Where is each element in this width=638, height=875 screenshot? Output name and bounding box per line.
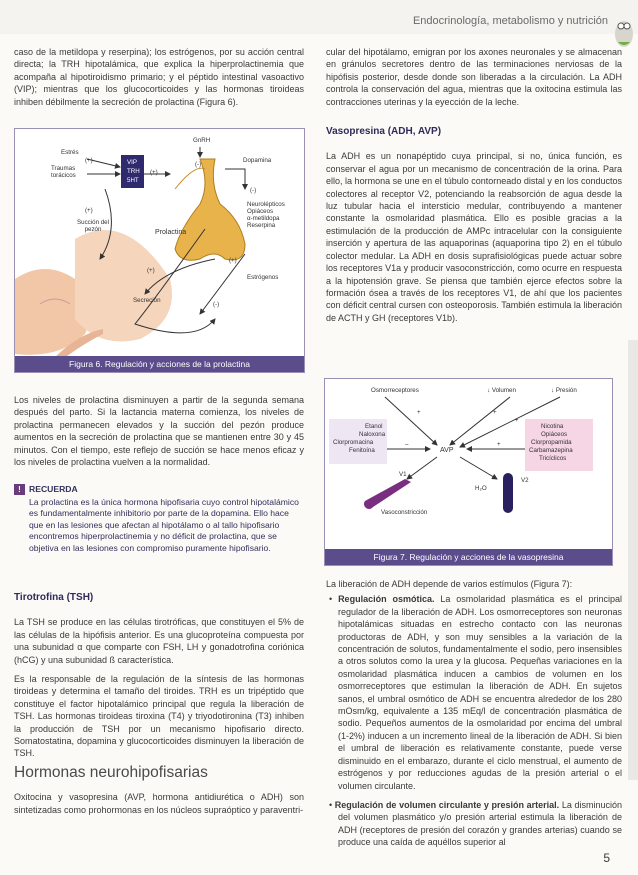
label-etanol: Etanol	[365, 423, 383, 430]
label-secrecion: Secreción	[133, 297, 161, 304]
label-minus: (-)	[250, 187, 257, 194]
vasopressin-diagram	[325, 379, 612, 549]
bullet-text: La osmolaridad plasmática es el principal regulador de la liberación de ADH. Los osmorreceptores son neuronas hipotalámicas situadas en estrecho contacto con las neuronas productoras de ADH, y son muy sensibles a la variación de la concentración de solutos, fundamentalmente el sodio, pero insensibles a otros solutos como la urea y la glucosa. Pequeñas variaciones en la osmolaridad plasmática inducen a cambios de volumen en los osmorreceptores que estimulan la liberación de ADH. En sujetos sanos, el umbral osmótico de ADH se encuentra alrededor de los 280 mOsm/kg, equivalente a 135 mEq/l de concentración plasmática de sodio. Pequeños aumentos de la osmolaridad por encima del umbral (1-2%) inducen a un incremento lineal de la liberación de ADH. Si bien el umbral de liberación es relativamente constante, puede verse disminuido en el embarazo, durante el ciclo menstrual, el aumento de estrógenos y por reducciones agudas de la presión arterial o el volumen circulante.	[338, 594, 622, 791]
label-plus: (+)	[85, 157, 93, 164]
label-opiaceos: Opiáceos	[247, 208, 274, 215]
label-plus: +	[493, 409, 497, 416]
label-plus: +	[497, 441, 501, 448]
tubule-shape	[503, 473, 513, 513]
label-clorpromacina: Clorpromacina	[333, 439, 374, 446]
label-naloxona: Naloxona	[359, 431, 386, 438]
label-volumen: ↓ Volumen	[487, 387, 516, 394]
figure-7-caption: Figura 7. Regulación y acciones de la vasopresina	[325, 549, 612, 565]
label-reserpina: Reserpina	[247, 222, 276, 229]
label-clorpropamida: Clorpropamida	[531, 439, 572, 446]
label-succion: Succión del pezón	[77, 219, 109, 233]
label-minus: –	[405, 441, 409, 448]
paragraph: La liberación de ADH depende de varios estímulos (Figura 7):	[326, 579, 573, 589]
figure-7	[324, 378, 613, 566]
label-opiaceos: Opiáceos	[541, 431, 568, 438]
paragraph: La ADH es un nonapéptido cuya principal, si no, única función, es conservar el agua por un mecanismo de concentración de la orina. Para ello, la hormona se une en el túbulo contorneado distal y en los conductos colectores al receptor V2, potenciando la reabsorción de agua desde la luz tubular hacia el intersticio medular, contribuyendo a mantener constante la osmolaridad plasmática. Ello es posible gracias a la estimulación de la producción de AMPc intracelular con la consiguiente inserción y apertura de las aquaporinas (aquaporina tipo 2) en el túbulo colector medular. La ADH en dosis suprafisiológicas puede actuar sobre los receptores V1a y producir vasoconstricción, como ocurre en respuesta a la hipotensión grave. Se piensa que también ejerce efectos sobre la formación ósea a través de los receptores V1, de ahí que los pacientes con déficit central cursen con osteoporosis. También estimula la liberación de ACTH y GH (receptores V1b).	[326, 151, 622, 323]
info-icon: !	[14, 484, 25, 495]
label-plus: +	[417, 409, 421, 416]
page-side-tab	[628, 340, 638, 780]
label-v1: V1	[399, 471, 407, 478]
label-v2: V2	[521, 477, 529, 484]
label-presion: ↓ Presión	[551, 387, 577, 394]
vasopresina-heading: Vasopresina (ADH, AVP)	[326, 126, 442, 138]
label-trh: TRH	[127, 168, 140, 175]
label-plus: (+)	[150, 169, 158, 176]
page-header	[0, 0, 638, 34]
figure-6	[14, 128, 305, 373]
label-gnrh: GnRH	[193, 137, 211, 144]
label-dopamina: Dopamina	[243, 157, 272, 164]
owl-logo-icon	[612, 12, 636, 50]
label-traumas: Traumas torácicos	[51, 165, 76, 179]
right-column-bottom	[326, 578, 622, 856]
neuro-heading: Hormonas neurohipofisarias	[14, 763, 208, 781]
bullet-osmotic: • Regulación osmótica. La osmolaridad plasmática es el principal regulador de la liberación de ADH. Los osmorreceptores son neuronas hipotalámicas situadas en estrecho contacto con las neuronas productoras de ADH, y son muy sensibles a la variación de la concentración de solutos, fundamentalmente el sodio, pero insensibles a otros solutos como la urea y la glucosa. Pequeñas variaciones en la osmolaridad plasmática inducen a cambios de volumen en los osmorreceptores que estimulan la liberación de ADH. En sujetos sanos, el umbral osmótico de ADH se encuentra alrededor de los 280 mOsm/kg, equivalente a 135 mEq/l de concentración plasmática de sodio. Pequeños aumentos de la osmolaridad por encima del umbral (1-2%) inducen a un incremento lineal de la liberación de ADH. Si bien el umbral de liberación es relativamente constante, puede verse disminuido en el embarazo, durante el ciclo menstrual, el aumento de estrógenos y por reducciones agudas de la presión arterial o el volumen circulante.	[329, 594, 622, 791]
recuerda-note	[14, 484, 304, 555]
vessel-shape	[364, 479, 411, 509]
header-title: Endocrinología, metabolismo y nutrición	[412, 15, 608, 27]
label-fenitoina: Fenitoína	[349, 447, 375, 454]
bullet-title: Regulación de volumen circulante y presión arterial.	[334, 799, 560, 810]
label-h2o: H₂O	[475, 485, 487, 492]
label-neurolepticos: Neurolépticos	[247, 201, 285, 208]
note-text: La prolactina es la única hormona hipofisaria cuyo control hipotalámico es fundamentalmente inhibitorio por parte de la dopamina. Ello hace que en las lesiones que afectan al hipotálamo o al tallo hipofisario encontremos hiperprolactinemia y no déficit de prolactina, que se objetiva en las lesiones con compromiso puramente hipofisario.	[29, 496, 299, 553]
label-osmorreceptores: Osmorreceptores	[371, 387, 419, 394]
page-number: 5	[603, 851, 610, 865]
label-carbamazepina: Carbamazepina	[529, 447, 573, 454]
figure-6-caption: Figura 6. Regulación y acciones de la prolactina	[15, 356, 304, 372]
label-nicotina: Nicotina	[541, 423, 564, 430]
label-minus: (-)	[195, 161, 202, 168]
label-5ht: 5HT	[127, 177, 139, 184]
paragraph: Es la responsable de la regulación de la síntesis de las hormonas tiroideas y determina el tamaño del tiroides. TRH es un tripéptido que constituye el factor hipotalámico principal que regula la liberación de TSH. Las hormonas tiroideas tiroxina (T4) y triyodotironina (T3) inhiben la producción de TSH por un mecanismo hipofisario directo. Somatostatina, dopamina y glucocorticoides disminuyen la liberación de TSH.	[14, 674, 304, 759]
label-triciclicos: Tricíclicos	[539, 455, 567, 462]
left-column-bottom	[14, 592, 304, 823]
bullet-text: La disminución del volumen plasmático y/o presión arterial estimula la liberación de ADH (receptores de presión del corazón y grandes arterias) cuando se produce una caída de aquéllos superior al	[338, 799, 622, 848]
label-plus: (+)	[147, 267, 155, 274]
label-metildopa: α-metildopa	[247, 215, 280, 222]
label-plus: (+)	[229, 257, 237, 264]
note-title: RECUERDA	[29, 484, 78, 494]
paragraph: La TSH se produce en las células tirotróficas, que constituyen el 5% de las células de la hipófisis anterior. Es una glucoproteína compuesta por una subunidad α que comparte con FSH, LH y gonadotrofina coriónica (hCG) y una subunidad ß característica.	[14, 617, 304, 665]
label-estres: Estrés	[61, 149, 79, 156]
paragraph: Los niveles de prolactina disminuyen a partir de la segunda semana después del parto. Si la lactancia materna comienza, los niveles de prolactina permanecen elevados y la succión del pezón produce aumentos en la secreción de prolactina que se mantienen entre 30 y 45 minutos. Con el tiempo, este reflejo de succión se hace menos eficaz y los niveles de prolactina vuelven a la normalidad.	[14, 395, 304, 468]
right-column	[326, 46, 622, 331]
pituitary-gland	[175, 159, 245, 260]
label-minus: (-)	[213, 301, 220, 308]
left-column-mid	[14, 394, 304, 475]
tsh-heading: Tirotrofina (TSH)	[14, 592, 94, 603]
label-estrogenos: Estrógenos	[247, 274, 279, 281]
label-prolactina: Prolactina	[155, 229, 187, 236]
bullet-title: Regulación osmótica.	[338, 594, 435, 605]
bullet-volume: • Regulación de volumen circulante y presión arterial. La disminución del volumen plasmático y/o presión arterial estimula la liberación de ADH (receptores de presión del corazón y grandes arterias) cuando se produce una caída de aquéllos superior al	[329, 799, 622, 848]
label-vasoconstriccion: Vasoconstricción	[381, 509, 428, 516]
paragraph: caso de la metildopa y reserpina); los estrógenos, por su acción central directa; la TRH hipotalámica, que explica la hiperprolactinemia que acompaña al hipotiroidismo primario; y el péptido intestinal vasoactivo (VIP); mientras que los glucocorticoides y las hormonas tiroideas inhiben débilmente la secreción de prolactina (Figura 6).	[14, 47, 304, 107]
paragraph: Oxitocina y vasopresina (AVP, hormona antidiurética o ADH) son sintetizadas como prohormonas en los núcleos supraóptico y paraventri-	[14, 792, 304, 815]
label-plus: +	[515, 417, 519, 424]
paragraph: cular del hipotálamo, emigran por los axones neuronales y se almacenan en gránulos secretores dentro de las terminaciones nerviosas de la hipófisis posterior, desde donde son liberadas a la circulación. La ADH controla la conservación del agua, mientras que la oxitocina estimula las contracciones uterinas y la eyección de la leche.	[326, 47, 622, 107]
label-vip: VIP	[127, 159, 137, 166]
label-avp: AVP	[440, 447, 454, 454]
label-plus: (+)	[85, 207, 93, 214]
breast-illustration	[75, 230, 172, 342]
left-column	[14, 46, 304, 115]
